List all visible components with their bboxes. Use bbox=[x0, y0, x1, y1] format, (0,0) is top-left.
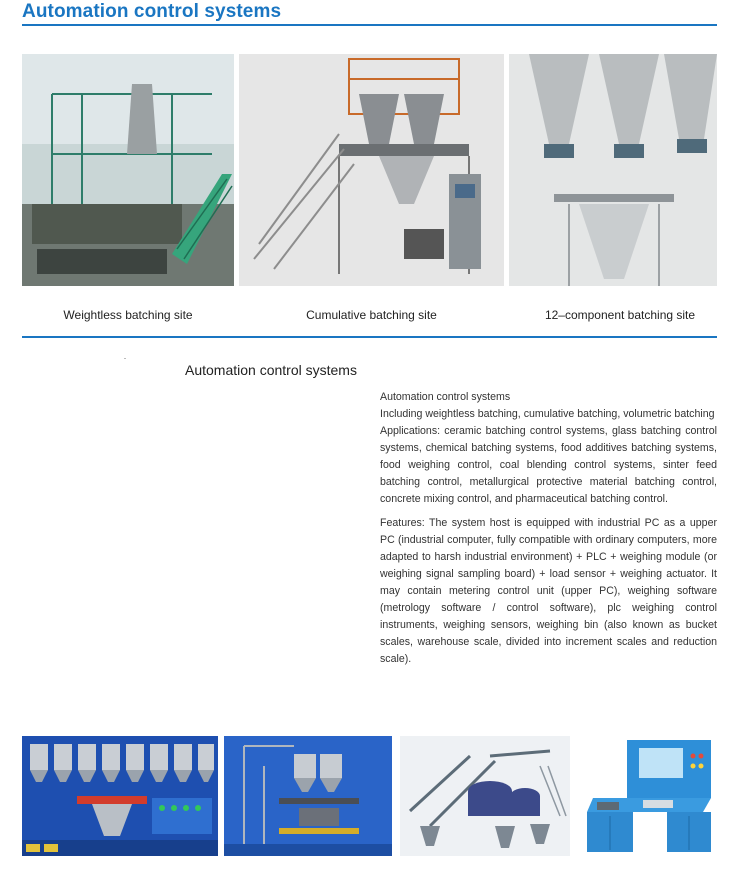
decorative-dot bbox=[124, 358, 126, 359]
caption-12-component-batching: 12–component batching site bbox=[544, 308, 696, 322]
gallery-divider bbox=[22, 336, 717, 338]
photo-cumulative-batching bbox=[239, 54, 504, 286]
page-title: Automation control systems bbox=[22, 1, 282, 22]
title-divider bbox=[22, 24, 717, 26]
body-text bbox=[380, 389, 717, 668]
image-scada-tower bbox=[224, 736, 392, 856]
features-paragraph: Features: The system host is equipped with industrial PC as a upper PC (industrial computer, fully compatible with ordinary computers, more adapted to harsh industrial environment) + PLC + weighing module (or weighing signal sampling board) + load sensor + weighing actuator. It may contain metering control unit (upper PC), weighing software (metrology software / control software), plc weighing control instruments, weighing sensors, weighing bin (also known as bucket scales, warehouse scale, divided into increment scales and reduction scale). bbox=[380, 517, 717, 665]
intro-scope: Including weightless batching, cumulative batching, volumetric batching bbox=[380, 408, 715, 420]
photo-12-component-batching bbox=[509, 54, 717, 286]
photo-weightless-batching bbox=[22, 54, 234, 286]
section-heading: Automation control systems bbox=[185, 362, 357, 378]
caption-cumulative-batching: Cumulative batching site bbox=[306, 308, 437, 322]
image-3d-mixers bbox=[400, 736, 570, 856]
image-control-console bbox=[583, 736, 717, 856]
applications-paragraph: Applications: ceramic batching control systems, glass batching control systems, chemical batching systems, food additives batching systems, food weighing control, coal blending control systems, sinter feed batching control, metallurgical protective material batching control, concrete mixing control, and pharmaceutical batching control. bbox=[380, 425, 717, 505]
intro-title: Automation control systems bbox=[380, 391, 511, 403]
caption-weightless-batching: Weightless batching site bbox=[63, 308, 193, 322]
image-scada-hoppers bbox=[22, 736, 218, 856]
